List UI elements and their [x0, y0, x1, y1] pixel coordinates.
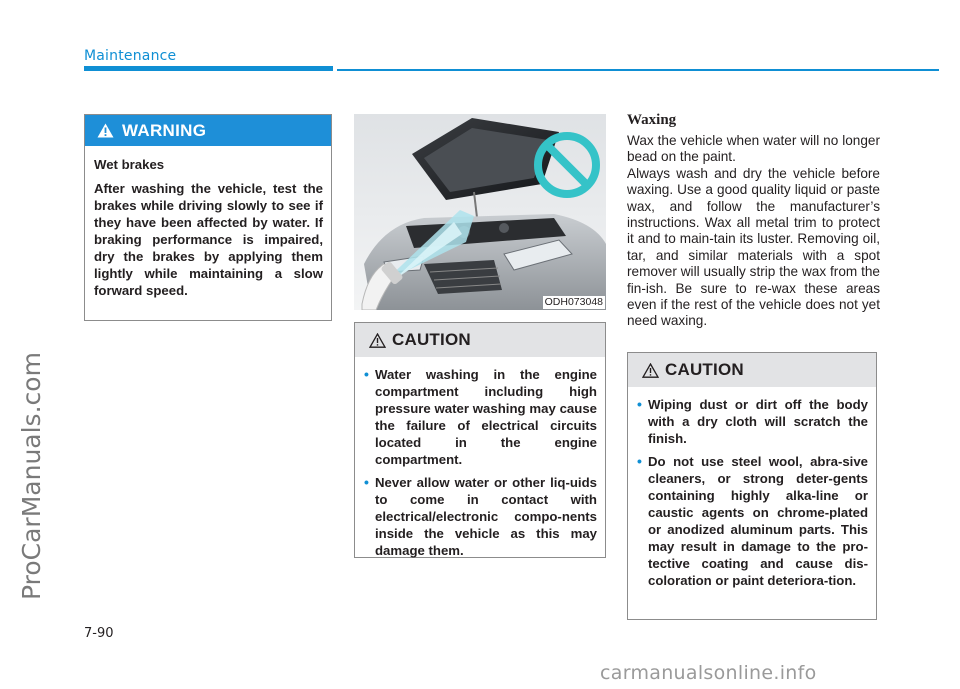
- bullet-icon: •: [364, 366, 369, 382]
- bullet-icon: •: [637, 453, 642, 469]
- waxing-heading: Waxing: [627, 112, 677, 128]
- footer-watermark: carmanualsonline.info: [600, 662, 817, 684]
- bullet-icon: •: [364, 474, 369, 490]
- waxing-text: [627, 133, 880, 330]
- caution-triangle-icon: [369, 333, 386, 348]
- caution-triangle-icon: [642, 363, 659, 378]
- warning-title: WARNING: [122, 120, 207, 140]
- warning-box: [84, 114, 332, 321]
- caution-item: • Do not use steel wool, abra-sive cleaners, or strong deter-gents containing highly alka-line or caustic agents on chrome-plated or anodized aluminum parts. This may result in damage to the pro-tective coating and cause dis-coloration or paint deteriora-tion.: [637, 453, 868, 588]
- waxing-paragraph: Always wash and dry the vehicle before waxing. Use a good quality liquid or paste wax, and follow the manufacturer’s instructions. Wax all metal trim to protect it and to main-tain its luster. Removing oil, tar, and similar materials with a spot remover will usually strip the wax from the fin-ish. Be sure to re-wax these areas even if the rest of the vehicle does not yet need waxing.: [627, 165, 880, 329]
- header-rule-thin: [337, 69, 939, 71]
- warning-text: After washing the vehicle, test the brakes while driving slowly to see if they have been affected by water. If braking performance is impaired, dry the brakes by applying them lightly while maintaining a slow forward speed.: [94, 181, 323, 298]
- caution-box-waxing: [627, 352, 877, 620]
- warning-header: [85, 115, 331, 146]
- caution-item: • Water washing in the engine compartment including high pressure water washing may cause the failure of electrical circuits located in the engine compartment.: [364, 366, 597, 467]
- caution-box-engine: [354, 322, 606, 558]
- warning-triangle-icon: [97, 123, 114, 138]
- caution-item: • Never allow water or other liq-uids to come in contact with electrical/electronic compo-nents inside the vehicle as this may damage them.: [364, 474, 597, 558]
- caution-title: CAUTION: [665, 360, 744, 379]
- side-watermark: ProCarManuals.com: [17, 352, 46, 600]
- header-rule-thick: [84, 66, 333, 71]
- section-title: Maintenance: [84, 48, 177, 64]
- figure-code: ODH073048: [544, 296, 603, 308]
- engine-wash-illustration: [354, 114, 606, 310]
- waxing-paragraph: Wax the vehicle when water will no longer bead on the paint.: [627, 133, 880, 165]
- car-hood-open-image: [354, 114, 606, 310]
- caution-header: [355, 323, 605, 357]
- page-number: 7-90: [84, 626, 114, 641]
- caution-header: [628, 353, 876, 387]
- bullet-icon: •: [637, 396, 642, 412]
- caution-title: CAUTION: [392, 330, 471, 349]
- warning-subtitle: Wet brakes: [94, 157, 165, 172]
- caution-item: • Wiping dust or dirt off the body with a dry cloth will scratch the finish.: [637, 396, 868, 446]
